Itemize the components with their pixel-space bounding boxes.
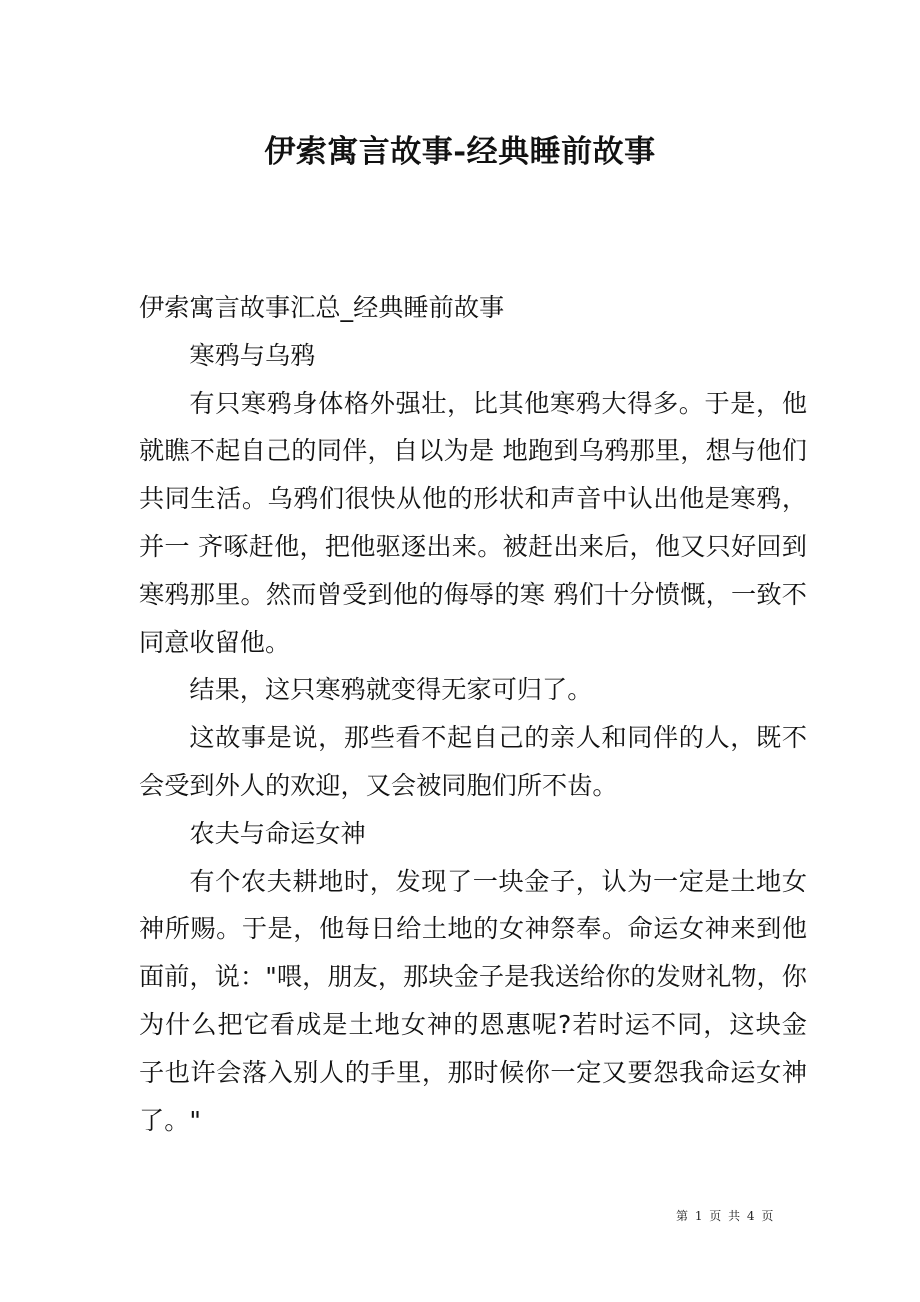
page-number: 第 1 页 共 4 页 <box>676 1209 774 1223</box>
document-subtitle: 伊索寓言故事汇总_经典睡前故事 <box>139 293 505 322</box>
document-body <box>139 284 807 1144</box>
paragraph: 有个农夫耕地时，发现了一块金子，认为一定是土地女神所赐。于是，他每日给土地的女神祭奉。命运女神来到他面前，说："喂，朋友，那块金子是我送给你的发财礼物，你为什么把它看成是土地女神的恩惠呢?若时运不同，这块金子也许会落入别人的手里，那时候你一定又要怨我命运女神了。" <box>139 866 807 1135</box>
paragraph: 这故事是说，那些看不起自己的亲人和同伴的人，既不会受到外人的欢迎，又会被同胞们所不齿。 <box>139 723 807 800</box>
section-heading-farmer: 农夫与命运女神 <box>189 818 366 848</box>
document-title: 伊索寓言故事-经典睡前故事 <box>264 134 656 170</box>
paragraph: 有只寒鸦身体格外强壮，比其他寒鸦大得多。于是，他就瞧不起自己的同伴，自以为是 地跑到乌鸦那里，想与他们共同生活。乌鸦们很快从他的形状和声音中认出他是寒鸦，并一 齐啄赶他，把他驱逐出来。被赶出来后，他又只好回到寒鸦那里。然而曾受到他的侮辱的寒 鸦们十分愤慨，一致不同意收留他。 <box>139 388 807 657</box>
section-heading-crow: 寒鸦与乌鸦 <box>189 340 316 370</box>
paragraph: 结果，这只寒鸦就变得无家可归了。 <box>189 675 593 705</box>
